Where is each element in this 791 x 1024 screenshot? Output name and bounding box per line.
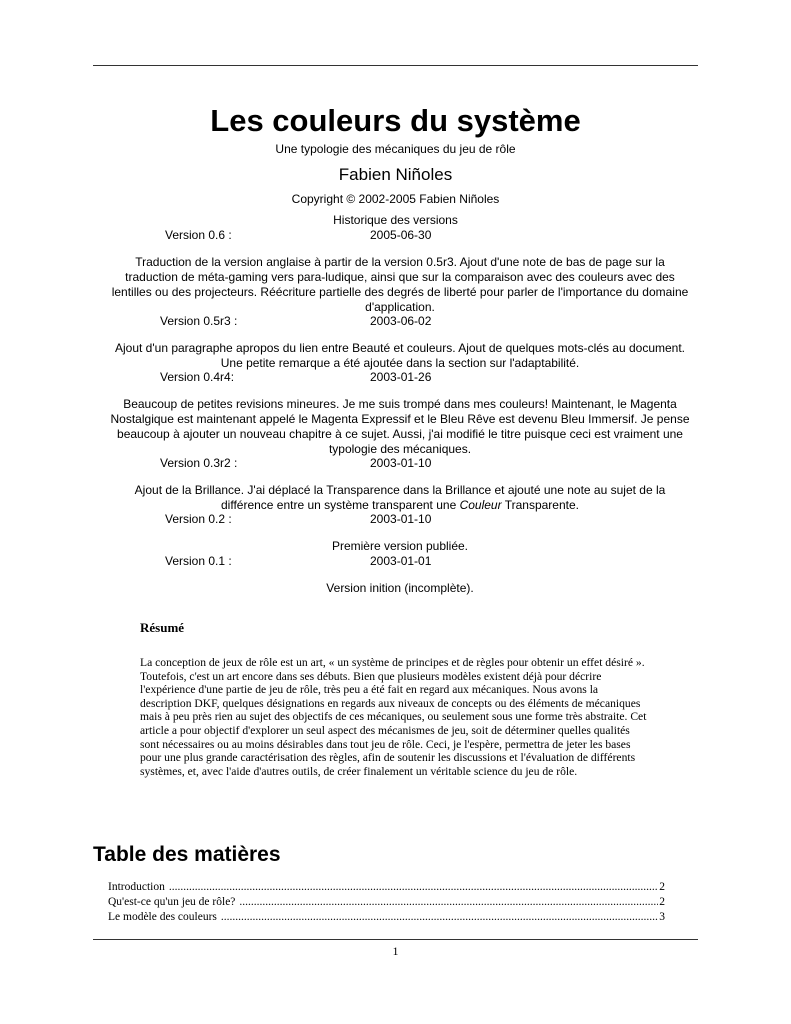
abstract-text: La conception de jeux de rôle est un art, « un système de principes et de règles pour obtenir un effet désiré ». Toutefois, c'est un art encore dans ses débuts. Bien que plusieurs modèles existent déjà pour décrire l'expérience d'une partie de jeu de rôle, très peu a été fait en regard aux mécaniques. Nous avons la description DKF, quelques désignations en regards aux niveaux de concepts ou des éléments de mécaniques mais à peu près rien au sujet des objectifs de ces mécaniques, ou seulement sous une forme très abstraite. Cet article a pour objectif d'explorer un seul aspect des mécanismes de jeu, soit de déterminer quelles qualités sont nécessaires ou au moins désirables dans tout jeu de rôle. Ceci, je l'espère, permettra de jeter les bases pour une plus grande caractérisation des règles, afin de soutenir les discussions et l'évaluation de différents systèmes, et, avec l'aide d'autres outils, de créer finalement un véritable science du jeu de rôle. xyxy=(140,656,647,778)
version-label: Version 0.2 : xyxy=(165,512,232,526)
version-date: 2003-06-02 xyxy=(370,314,432,328)
toc-leader-dots xyxy=(221,910,658,924)
copyright-notice: Copyright © 2002-2005 Fabien Niñoles xyxy=(291,192,500,206)
toc-heading: Table des matières xyxy=(93,843,281,866)
abstract-heading: Résumé xyxy=(140,620,185,635)
version-description: Beaucoup de petites revisions mineures. Je me suis trompé dans mes couleurs! Maintenant, le Magenta Nostalgique est maintenant appelé le Magenta Expressif et le Bleu Rêve est devenu Bleu Immersif. Je pense beaucoup à ajouter un nouveau chapitre à ce sujet. Aussi, j'ai modifié le titre puisque ceci est vraiment une typologie des mécaniques. xyxy=(110,397,690,456)
toc-entry-page: 3 xyxy=(659,911,665,923)
version-description: Ajout de la Brillance. J'ai déplacé la Transparence dans la Brillance et ajouté une note au sujet de la différence entre un système transparent une Couleur Transparente. xyxy=(134,483,666,512)
toc-entry-page: 2 xyxy=(659,896,665,908)
toc-leader-dots xyxy=(169,880,658,894)
version-description: Traduction de la version anglaise à partir de la version 0.5r3. Ajout d'une note de bas de page sur la traduction de méta-gaming vers para-ludique, ainsi que sur la comparaison avec des couleurs avec des lentilles ou des projecteurs. Réécriture partielle des degrés de liberté pour parler de l'importance du domaine d'application. xyxy=(111,255,689,314)
footer-rule xyxy=(93,939,698,940)
version-date: 2003-01-26 xyxy=(370,370,432,384)
toc-leader-dots xyxy=(239,895,658,909)
toc-entry-page: 2 xyxy=(659,881,665,893)
version-label: Version 0.6 : xyxy=(165,228,232,242)
version-description: Première version publiée. xyxy=(331,539,469,553)
version-label: Version 0.1 : xyxy=(165,554,232,568)
document-title: Les couleurs du système xyxy=(210,103,581,138)
toc-entry-title: Qu'est-ce qu'un jeu de rôle? xyxy=(108,896,236,908)
emphasized-term: Couleur xyxy=(459,498,502,512)
version-date: 2003-01-01 xyxy=(370,554,432,568)
toc-entry-title: Introduction xyxy=(108,881,165,893)
document-subtitle: Une typologie des mécaniques du jeu de rôle xyxy=(275,142,516,156)
version-label: Version 0.3r2 : xyxy=(160,456,238,470)
version-label: Version 0.4r4: xyxy=(160,370,235,384)
version-date: 2005-06-30 xyxy=(370,228,432,242)
version-label: Version 0.5r3 : xyxy=(160,314,238,328)
header-rule xyxy=(93,65,698,66)
page-number: 1 xyxy=(392,944,399,958)
version-description: Ajout d'un paragraphe apropos du lien entre Beauté et couleurs. Ajout de quelques mots-clés au document. Une petite remarque a été ajoutée dans la section sur l'adaptabilité. xyxy=(115,341,685,370)
revision-history-heading: Historique des versions xyxy=(333,213,458,227)
toc-entry-title: Le modèle des couleurs xyxy=(108,911,217,923)
version-description: Version inition (incomplète). xyxy=(326,581,474,595)
author-name: Fabien Niñoles xyxy=(338,165,453,184)
toc-entry-introduction[interactable] xyxy=(108,880,665,894)
toc-entry-modele-couleurs[interactable] xyxy=(108,910,665,924)
version-date: 2003-01-10 xyxy=(370,512,432,526)
version-date: 2003-01-10 xyxy=(370,456,432,470)
toc-entry-jeu-de-role[interactable] xyxy=(108,895,665,909)
